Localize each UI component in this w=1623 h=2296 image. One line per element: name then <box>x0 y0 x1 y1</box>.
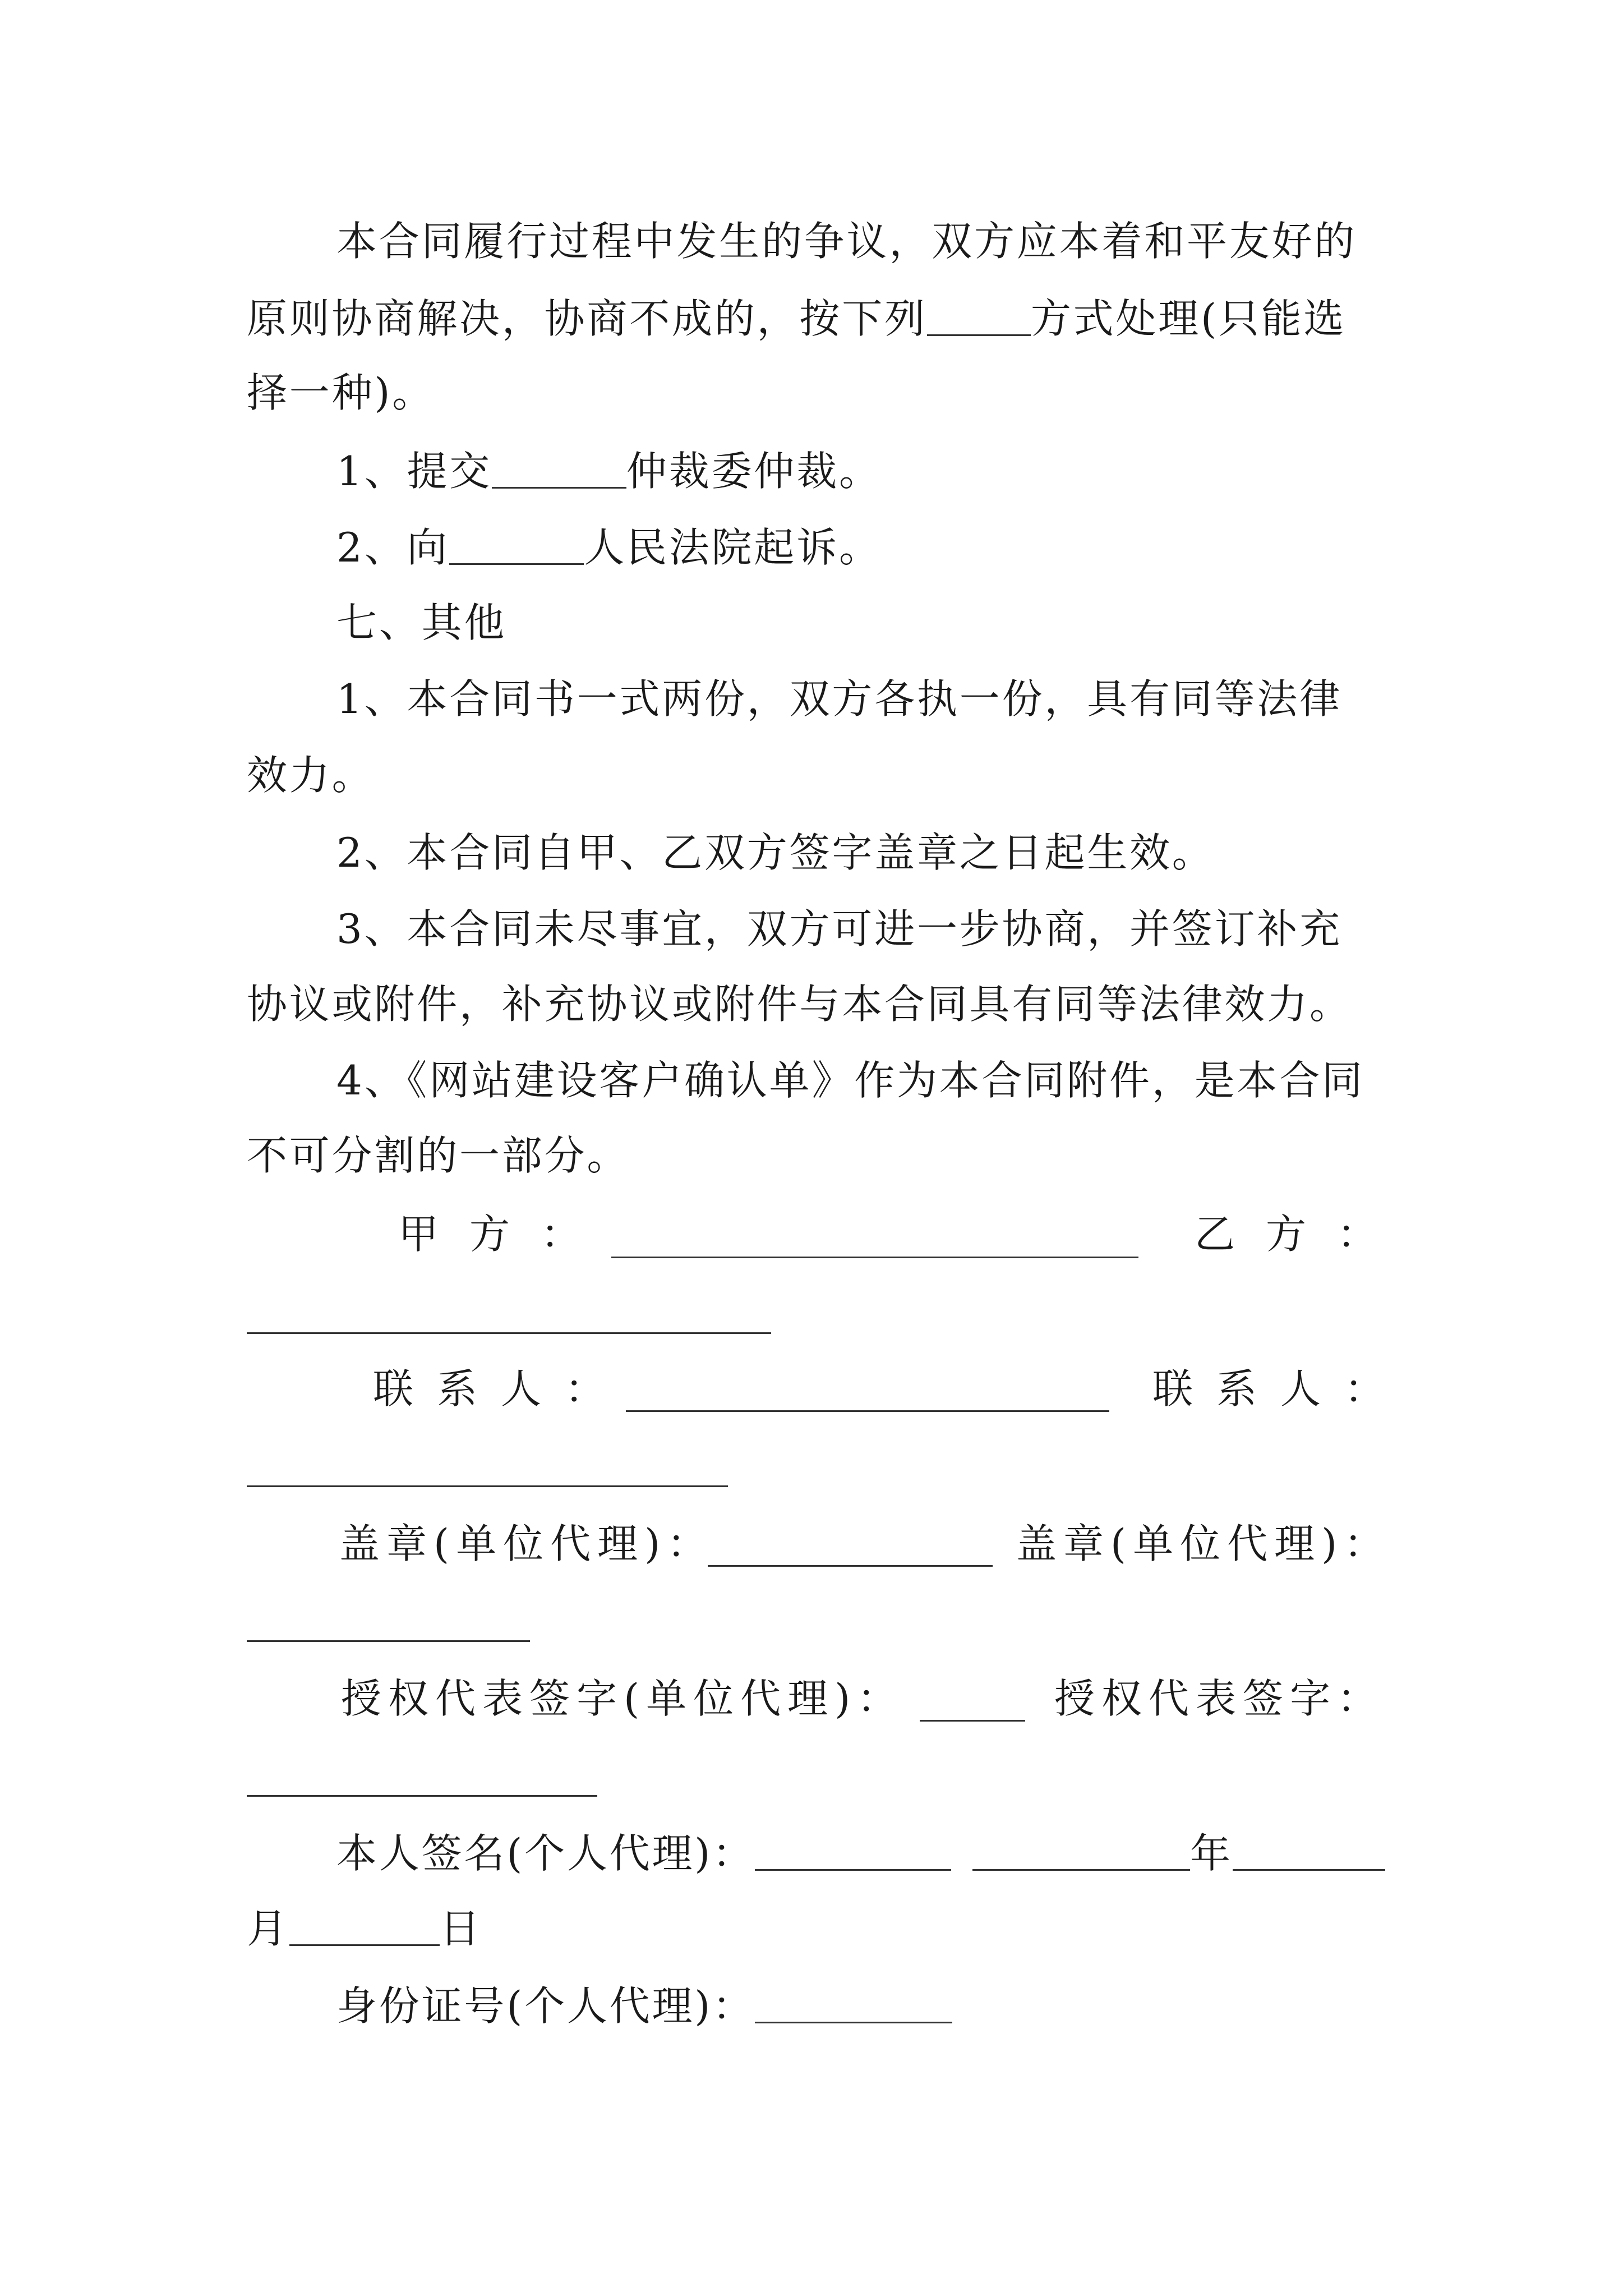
seal-b-blank[interactable] <box>247 1640 530 1642</box>
contact-b-blank[interactable] <box>247 1485 728 1487</box>
month-label: 月 <box>247 1905 289 1952</box>
auth-a-label: 授权代表签字(单位代理)： <box>341 1675 905 1722</box>
id-number-blank[interactable] <box>755 1978 952 2023</box>
option-arbitration <box>336 443 882 499</box>
section-heading-other: 七、其他 <box>336 599 507 646</box>
other-item-2: 2、本合同自甲、乙双方签字盖章之日起生效。 <box>336 829 1215 876</box>
other-item-3-line-2: 协议或附件，补充协议或附件与本合同具有同等法律效力。 <box>247 981 1352 1028</box>
auth-a-blank[interactable] <box>920 1720 1025 1722</box>
seal-a-blank[interactable] <box>708 1565 993 1567</box>
other-item-4-line-1: 4、《网站建设客户确认单》作为本合同附件，是本合同 <box>336 1057 1364 1104</box>
year-label: 年 <box>1189 1830 1233 1877</box>
option-text: 2、向 <box>336 524 450 571</box>
month-blank-leading[interactable] <box>1233 1825 1385 1871</box>
option-text: 仲裁委仲裁。 <box>626 448 882 495</box>
contact-b-label: 联系人： <box>1152 1365 1409 1412</box>
seal-b-label: 盖章(单位代理)： <box>1016 1520 1391 1567</box>
personal-sign-label: 本人签名(个人代理)： <box>336 1830 755 1877</box>
day-label: 日 <box>439 1905 482 1952</box>
personal-sign-blank[interactable] <box>755 1825 951 1871</box>
party-b-label: 乙方： <box>1195 1211 1409 1258</box>
other-item-1-line-1: 1、本合同书一式两份，双方各执一份，具有同等法律 <box>336 675 1343 723</box>
other-item-3-line-1: 3、本合同未尽事宜，双方可进一步协商，并签订补充 <box>336 905 1343 953</box>
other-item-4-line-2: 不可分割的一部分。 <box>247 1132 630 1179</box>
party-b-blank[interactable] <box>247 1332 771 1334</box>
option-court <box>336 519 882 576</box>
auth-b-label: 授权代表签字： <box>1054 1675 1385 1722</box>
option-text: 1、提交 <box>336 448 492 495</box>
dispute-paragraph-line-1: 本合同履行过程中发生的争议，双方应本着和平友好的 <box>336 218 1357 265</box>
dispute-text: 原则协商解决，协商不成的，按下列 <box>247 295 927 342</box>
contact-a-blank[interactable] <box>626 1410 1109 1412</box>
option-text: 人民法院起诉。 <box>584 524 882 571</box>
contact-a-label: 联系人： <box>373 1365 629 1412</box>
dispute-paragraph-line-3: 择一种)。 <box>247 369 435 416</box>
party-a-label: 甲方： <box>398 1211 612 1258</box>
other-item-1-line-2: 效力。 <box>247 752 375 799</box>
party-a-blank[interactable] <box>611 1257 1138 1258</box>
id-number-label: 身份证号(个人代理)： <box>336 1982 755 2030</box>
dispute-paragraph-line-2 <box>247 291 1346 347</box>
day-blank[interactable] <box>289 1901 440 1946</box>
id-number-line <box>336 1978 952 2034</box>
method-blank[interactable] <box>927 291 1031 336</box>
court-blank[interactable] <box>449 519 584 565</box>
date-line <box>247 1901 482 1957</box>
personal-sign-line <box>336 1825 1385 1881</box>
dispute-text: 方式处理(只能选 <box>1030 295 1347 342</box>
seal-a-label: 盖章(单位代理)： <box>339 1520 714 1567</box>
year-blank[interactable] <box>972 1825 1190 1871</box>
arbitration-committee-blank[interactable] <box>492 443 626 489</box>
auth-b-blank[interactable] <box>247 1795 597 1797</box>
